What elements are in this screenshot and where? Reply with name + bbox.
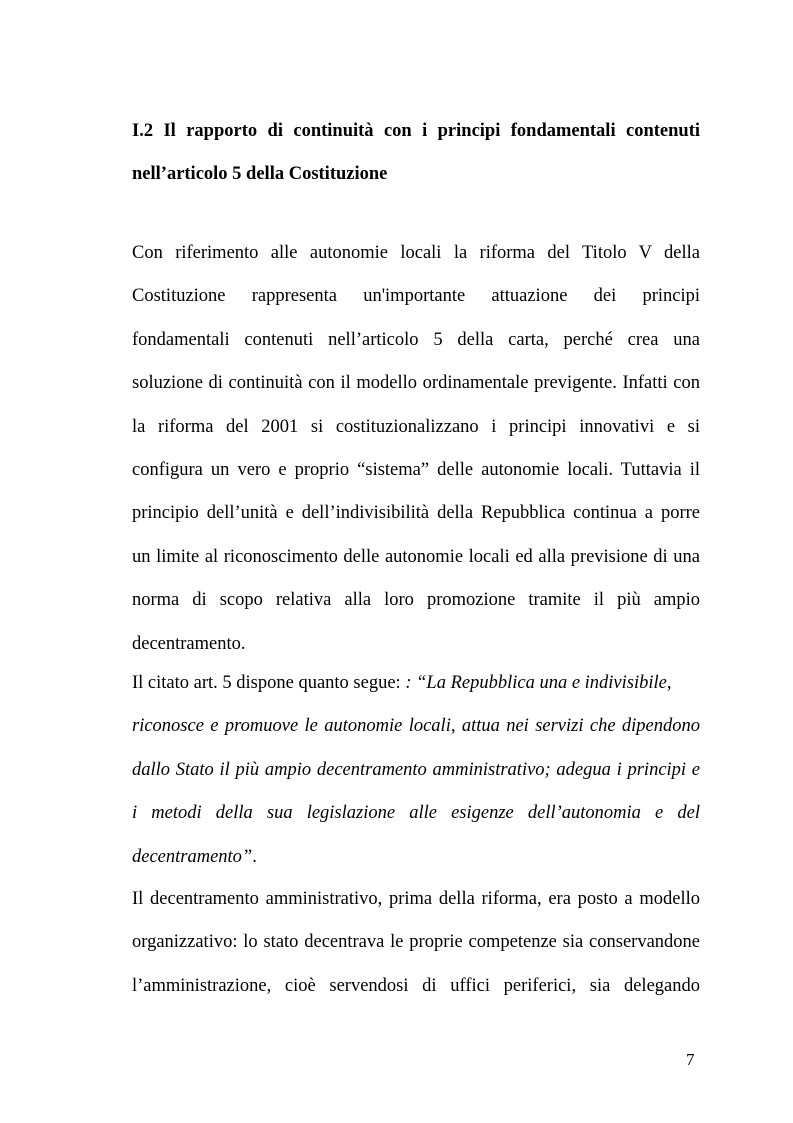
paragraph-1-line: soluzione di continuità con il modello ordinamentale previgente. Infatti con — [132, 373, 700, 394]
paragraph-1-line: decentramento. — [132, 633, 246, 654]
paragraph-3-line: Il decentramento amministrativo, prima della riforma, era posto a modello — [132, 889, 700, 909]
paragraph-2-last-line — [132, 836, 700, 879]
page-number: 7 — [686, 1050, 695, 1069]
paragraph-1-line: norma di scopo relativa alla loro promozione tramite il più ampio — [132, 590, 700, 611]
paragraph-1-line: fondamentali contenuti nell’articolo 5 della carta, perché crea una — [132, 329, 700, 350]
paragraph-1-line: Con riferimento alle autonomie locali la riforma del Titolo V della — [132, 243, 700, 263]
paragraph-1-line: principio dell’unità e dell’indivisibilità della Repubblica continua a porre — [132, 503, 700, 524]
section-heading-line-2: nell’articolo 5 della Costituzione — [132, 164, 388, 184]
quote-line: i metodi della sua legislazione alle esigenze dell’autonomia e del — [132, 803, 700, 824]
quote-intro: Il citato art. 5 dispone quanto segue: — [132, 673, 406, 693]
paragraph-1-line: la riforma del 2001 si costituzionalizzano i principi innovativi e si — [132, 416, 700, 437]
paragraph-3 — [132, 878, 700, 1008]
quote-start: : “La Repubblica una e indivisibile, — [405, 673, 672, 693]
paragraph-1-line: Costituzione rappresenta un'importante attuazione dei principi — [132, 286, 700, 307]
paragraph-1-line: un limite al riconoscimento delle autonomie locali ed alla previsione di una — [132, 546, 700, 567]
paragraph-3-line: l’amministrazione, cioè servendosi di uffici periferici, sia delegando — [132, 975, 700, 996]
quote-end-period: . — [252, 846, 257, 867]
quote-end: decentramento” — [132, 846, 253, 867]
quote-line: riconosce e promuove le autonomie locali, attua nei servizi che dipendono — [132, 716, 700, 737]
paragraph-2-quote — [132, 662, 700, 879]
paragraph-1 — [132, 232, 700, 666]
paragraph-3-line: organizzativo: lo stato decentrava le proprie competenze sia conservandone — [132, 932, 700, 953]
paragraph-1-line: configura un vero e proprio “sistema” delle autonomie locali. Tuttavia il — [132, 459, 700, 480]
quote-line: dallo Stato il più ampio decentramento amministrativo; adegua i principi e — [132, 759, 700, 780]
section-heading-line-1: I.2 Il rapporto di continuità con i principi fondamentali contenuti — [132, 121, 700, 141]
section-heading — [132, 110, 700, 196]
paragraph-2-line-1 — [132, 662, 700, 705]
